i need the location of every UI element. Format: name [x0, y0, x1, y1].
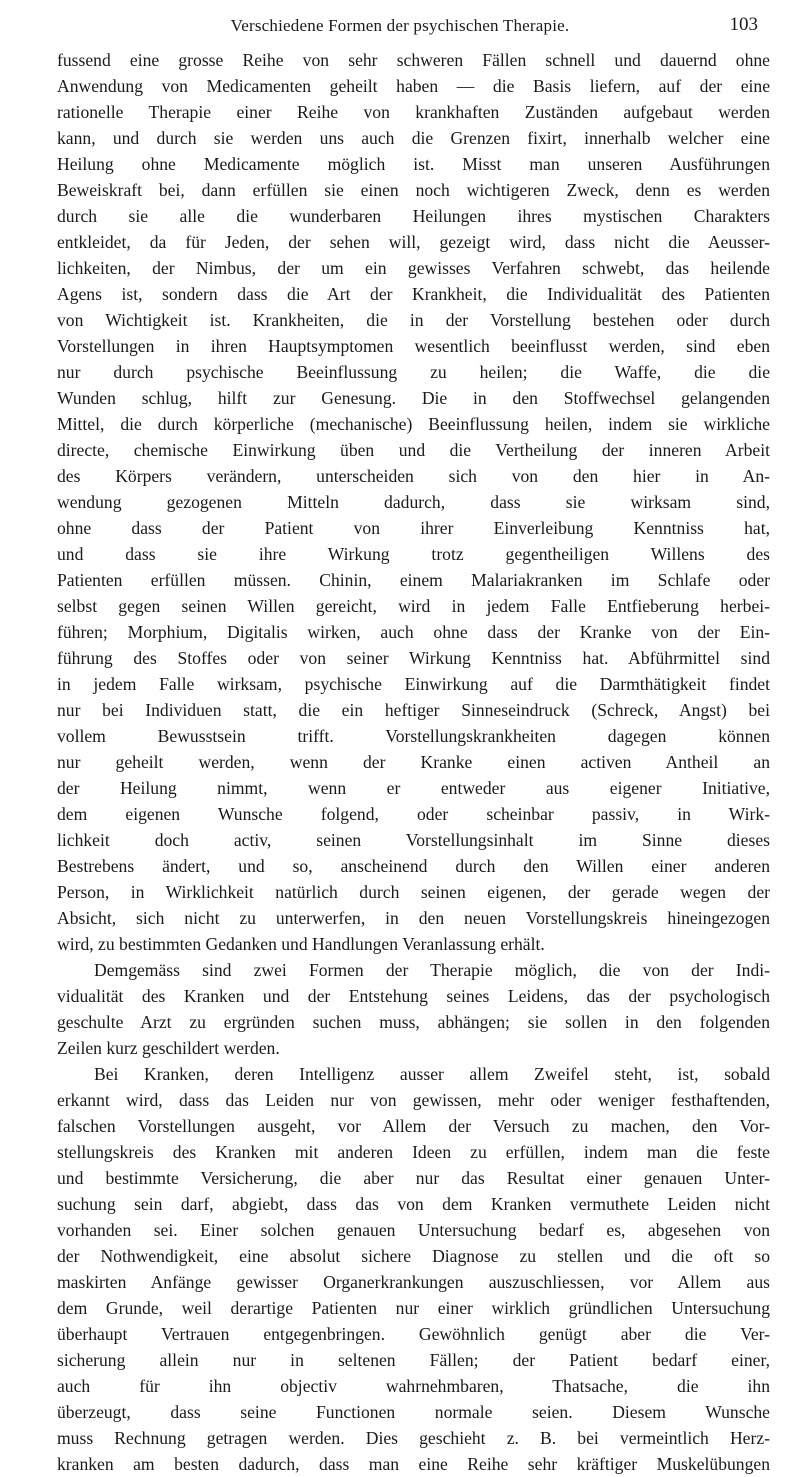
page-number: 103 [729, 14, 758, 35]
text-line: sicherung allein nur in seltenen Fällen; der Patient bedarf einer, [57, 1350, 770, 1370]
text-line: rationelle Therapie einer Reihe von krankhaften Zuständen aufgebaut werden [57, 102, 770, 122]
text-line: Bestrebens ändert, und so, anscheinend durch den Willen einer anderen [57, 856, 770, 876]
text-line: nur geheilt werden, wenn der Kranke einen activen Antheil an [57, 752, 770, 772]
text-line: und bestimmte Versicherung, die aber nur das Resultat einer genauen Unter- [57, 1168, 770, 1188]
text-line: vorhanden sei. Einer solchen genauen Untersuchung bedarf es, abgesehen von [57, 1220, 770, 1240]
paragraph [57, 1061, 770, 1477]
text-line: überzeugt, dass seine Functionen normale seien. Diesem Wunsche [57, 1402, 770, 1422]
text-line: der Nothwendigkeit, eine absolut sichere Diagnose zu stellen und die oft so [57, 1246, 770, 1266]
text-line: Patienten erfüllen müssen. Chinin, einem Malariakranken im Schlafe oder [57, 570, 770, 590]
text-line: stellungskreis des Kranken mit anderen Ideen zu erfüllen, indem man die feste [57, 1142, 770, 1162]
text-line: wendung gezogenen Mitteln dadurch, dass sie wirksam sind, [57, 492, 770, 512]
text-line: vidualität des Kranken und der Entstehung seines Leidens, das der psychologisch [57, 986, 770, 1006]
text-line: vollem Bewusstsein trifft. Vorstellungskrankheiten dagegen können [57, 726, 770, 746]
text-line: kranken am besten dadurch, dass man eine Reihe sehr kräftiger Muskelübungen [57, 1454, 770, 1474]
text-line: und dass sie ihre Wirkung trotz gegentheiligen Willens des [57, 544, 770, 564]
text-line: Anwendung von Medicamenten geheilt haben — die Basis liefern, auf der eine [57, 76, 770, 96]
text-line: Beweiskraft bei, dann erfüllen sie einen noch wichtigeren Zweck, denn es werden [57, 180, 770, 200]
text-line: directe, chemische Einwirkung üben und die Vertheilung der inneren Arbeit [57, 440, 770, 460]
text-line: lichkeit doch activ, seinen Vorstellungsinhalt im Sinne dieses [57, 830, 770, 850]
text-line: dem eigenen Wunsche folgend, oder scheinbar passiv, in Wirk- [57, 804, 770, 824]
text-line: in jedem Falle wirksam, psychische Einwirkung auf die Darmthätigkeit findet [57, 674, 770, 694]
text-line: Absicht, sich nicht zu unterwerfen, in den neuen Vorstellungskreis hineingezogen [57, 908, 770, 928]
text-line: Person, in Wirklichkeit natürlich durch seinen eigenen, der gerade wegen der [57, 882, 770, 902]
text-line: Agens ist, sondern dass die Art der Krankheit, die Individualität des Patienten [57, 284, 770, 304]
text-line: durch sie alle die wunderbaren Heilungen ihres mystischen Charakters [57, 206, 770, 226]
text-line: selbst gegen seinen Willen gereicht, wird in jedem Falle Entfieberung herbei- [57, 596, 770, 616]
paragraph [57, 47, 770, 957]
text-line: fussend eine grosse Reihe von sehr schweren Fällen schnell und dauernd ohne [57, 50, 770, 70]
text-line: Wunden schlug, hilft zur Genesung. Die in den Stoffwechsel gelangenden [57, 388, 770, 408]
text-line: des Körpers verändern, unterscheiden sich von den hier in An- [57, 466, 770, 486]
text-line: suchung sein darf, abgiebt, dass das von dem Kranken vermuthete Leiden nicht [57, 1194, 770, 1214]
text-line: nur durch psychische Beeinflussung zu heilen; die Waffe, die die [57, 362, 770, 382]
text-line: lichkeiten, der Nimbus, der um ein gewisses Verfahren schwebt, das heilende [57, 258, 770, 278]
text-line: Bei Kranken, deren Intelligenz ausser allem Zweifel steht, ist, sobald [94, 1064, 770, 1084]
text-line: nur bei Individuen statt, die ein heftiger Sinneseindruck (Schreck, Angst) bei [57, 700, 770, 720]
text-line: Zeilen kurz geschildert werden. [57, 1038, 280, 1058]
body-text [57, 47, 770, 1477]
text-line: falschen Vorstellungen ausgeht, vor Allem der Versuch zu machen, den Vor- [57, 1116, 770, 1136]
text-line: Demgemäss sind zwei Formen der Therapie möglich, die von der Indi- [94, 960, 770, 980]
text-line: dem Grunde, weil derartige Patienten nur einer wirklich gründlichen Untersuchung [57, 1298, 770, 1318]
text-line: der Heilung nimmt, wenn er entweder aus eigener Initiative, [57, 778, 770, 798]
text-line: wird, zu bestimmten Gedanken und Handlungen Veranlassung erhält. [57, 934, 545, 954]
text-line: geschulte Arzt zu ergründen suchen muss, abhängen; sie sollen in den folgenden [57, 1012, 770, 1032]
text-line: entkleidet, da für Jeden, der sehen will, gezeigt wird, dass nicht die Aeusser- [57, 232, 770, 252]
text-line: auch für ihn objectiv wahrnehmbaren, Thatsache, die ihn [57, 1376, 770, 1396]
running-head [0, 14, 800, 44]
text-line: ohne dass der Patient von ihrer Einverleibung Kenntniss hat, [57, 518, 770, 538]
text-line: erkannt wird, dass das Leiden nur von gewissen, mehr oder weniger festhaftenden, [57, 1090, 770, 1110]
text-line: von Wichtigkeit ist. Krankheiten, die in der Vorstellung bestehen oder durch [57, 310, 770, 330]
text-line: maskirten Anfänge gewisser Organerkrankungen auszuschliessen, vor Allem aus [57, 1272, 770, 1292]
text-line: führung des Stoffes oder von seiner Wirkung Kenntniss hat. Abführmittel sind [57, 648, 770, 668]
text-line: überhaupt Vertrauen entgegenbringen. Gewöhnlich genügt aber die Ver- [57, 1324, 770, 1344]
text-line: muss Rechnung getragen werden. Dies geschieht z. B. bei vermeintlich Herz- [57, 1428, 770, 1448]
paragraph [57, 957, 770, 1061]
text-line: Mittel, die durch körperliche (mechanische) Beeinflussung heilen, indem sie wirkliche [57, 414, 770, 434]
text-line: führen; Morphium, Digitalis wirken, auch ohne dass der Kranke von der Ein- [57, 622, 770, 642]
text-line: kann, und durch sie werden uns auch die Grenzen fixirt, innerhalb welcher eine [57, 128, 770, 148]
running-title: Verschiedene Formen der psychischen Therapie. [230, 16, 570, 35]
text-line: Heilung ohne Medicamente möglich ist. Misst man unseren Ausführungen [57, 154, 770, 174]
text-line: Vorstellungen in ihren Hauptsymptomen wesentlich beeinflusst werden, sind eben [57, 336, 770, 356]
